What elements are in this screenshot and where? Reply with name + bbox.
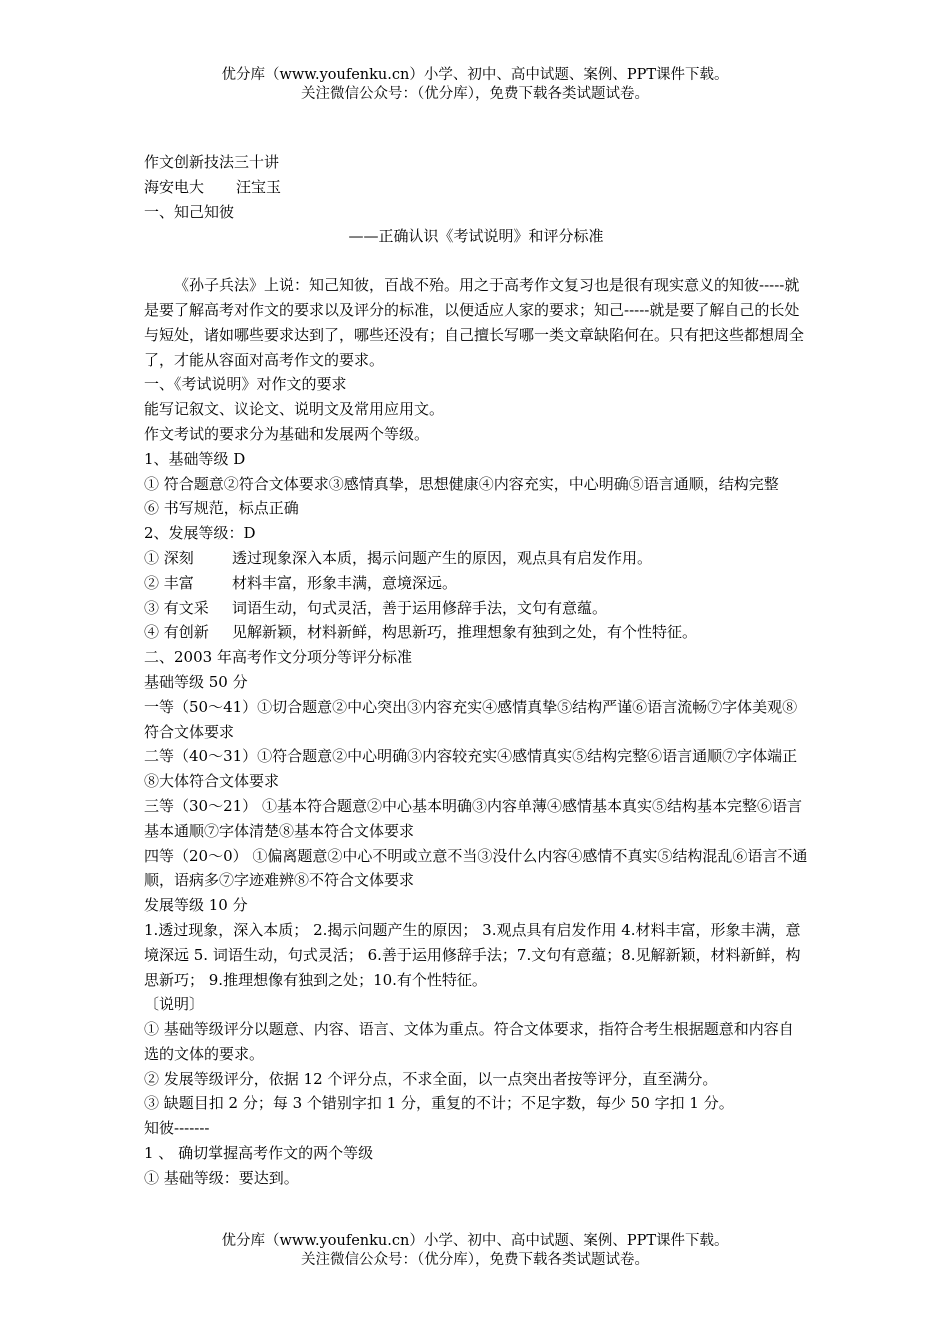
section-heading: 一、知己知彼: [144, 202, 235, 221]
text-line: ① 符合题意②符合文体要求③感情真挚，思想健康④内容充实，中心明确⑤语言通顺，结构完整: [144, 474, 779, 493]
text-line: 作文考试的要求分为基础和发展两个等级。: [144, 424, 430, 443]
text-line: 发展等级 10 分: [144, 896, 248, 915]
text-line: 2、发展等级：D: [144, 524, 256, 543]
document-body: [144, 150, 808, 1191]
dev-term: ④ 有创新: [144, 623, 209, 642]
text-line: ② 发展等级评分，依据 12 个评分点，不求全面，以一点突出者按等评分，直至满分。: [144, 1069, 718, 1088]
text-line: ① 基础等级评分以题意、内容、语言、文体为重点。符合文体要求，指符合考生根据题意和内容自选的文体的要求。: [144, 1020, 794, 1063]
text-line: ③ 缺题目扣 2 分；每 3 个错别字扣 1 分，重复的不计；不足字数，每少 50 字扣 1 分。: [144, 1094, 734, 1113]
author-name: 汪宝玉: [236, 177, 282, 196]
text-line: 1.透过现象，深入本质； 2.揭示问题产生的原因； 3.观点具有启发作用 4.材料丰富，形象丰满，意境深远 5. 词语生动，句式灵活； 6.善于运用修辞手法；7.文句有意蕴；8.见解新颖，材料新鲜，构思新巧； 9.推理想像有独到之处；10.有个性特征。: [144, 920, 801, 989]
text-line: 二、2003 年高考作文分项分等评分标准: [144, 648, 412, 667]
page-header: [0, 66, 950, 104]
text-line: 一、《考试说明》对作文的要求: [144, 375, 347, 394]
text-line: ① 基础等级：要达到。: [144, 1168, 299, 1187]
dev-term: ② 丰富: [144, 573, 194, 592]
text-line: 能写记叙文、议论文、说明文及常用应用文。: [144, 400, 445, 419]
subtitle: ——正确认识《考试说明》和评分标准: [348, 227, 604, 246]
dev-term: ① 深刻: [144, 548, 194, 567]
text-line: 1、基础等级 D: [144, 449, 246, 468]
dev-item: [144, 546, 808, 571]
text-line: ⑥ 书写规范，标点正确: [144, 499, 299, 518]
text-line: 一等（50～41）①切合题意②中心突出③内容充实④感情真挚⑤结构严谨⑥语言流畅⑦字体美观⑧符合文体要求: [144, 697, 798, 741]
dev-desc: 材料丰富，形象丰满，意境深远。: [232, 573, 458, 592]
header-line-1: 优分库（www.youfenku.cn）小学、初中、高中试题、案例、PPT课件下载。: [221, 67, 729, 83]
author-org: 海安电大: [144, 177, 205, 196]
text-line: 二等（40～31）①符合题意②中心明确③内容较充实④感情真实⑤结构完整⑥语言通顺⑦字体端正⑧大体符合文体要求: [144, 747, 798, 791]
text-line: 1 、 确切掌握高考作文的两个等级: [144, 1144, 374, 1163]
dev-item: [144, 571, 808, 596]
dev-item: [144, 620, 808, 645]
doc-title: 作文创新技法三十讲: [144, 153, 280, 171]
text-line: 〔说明〕: [144, 995, 205, 1014]
dev-desc: 词语生动，句式灵活，善于运用修辞手法，文句有意蕴。: [232, 598, 608, 617]
author-line: [144, 175, 808, 200]
text-line: 知彼-------: [144, 1119, 210, 1138]
header-line-2: 关注微信公众号：（优分库），免费下载各类试题试卷。: [301, 86, 649, 102]
footer-line-2: 关注微信公众号：（优分库），免费下载各类试题试卷。: [301, 1252, 649, 1268]
dev-desc: 见解新颖，材料新鲜，构思新巧，推理想象有独到之处，有个性特征。: [232, 623, 698, 642]
text-line: 三等（30～21） ①基本符合题意②中心基本明确③内容单薄④感情基本真实⑤结构基本完整⑥语言基本通顺⑦字体清楚⑧基本符合文体要求: [144, 796, 802, 840]
intro-paragraph: 《孙子兵法》上说：知己知彼，百战不殆。用之于高考作文复习也是很有现实意义的知彼-----就是要了解高考对作文的要求以及评分的标准，以便适应人家的要求；知己-----就是要了解自己的长处与短处，诸如哪些要求达到了，哪些还没有；自己擅长写哪一类文章缺陷何在。只有把这些都想周全了，才能从容面对高考作文的要求。: [144, 276, 805, 369]
text-line: 四等（20～0） ①偏离题意②中心不明或立意不当③没什么内容④感情不真实⑤结构混乱⑥语言不通顺，语病多⑦字迹难辨⑧不符合文体要求: [144, 846, 808, 890]
dev-desc: 透过现象深入本质，揭示问题产生的原因，观点具有启发作用。: [232, 548, 653, 567]
page-footer: [0, 1232, 950, 1270]
dev-term: ③ 有文采: [144, 598, 209, 617]
text-line: 基础等级 50 分: [144, 672, 248, 691]
dev-item: [144, 596, 808, 621]
footer-line-1: 优分库（www.youfenku.cn）小学、初中、高中试题、案例、PPT课件下载。: [221, 1233, 729, 1249]
